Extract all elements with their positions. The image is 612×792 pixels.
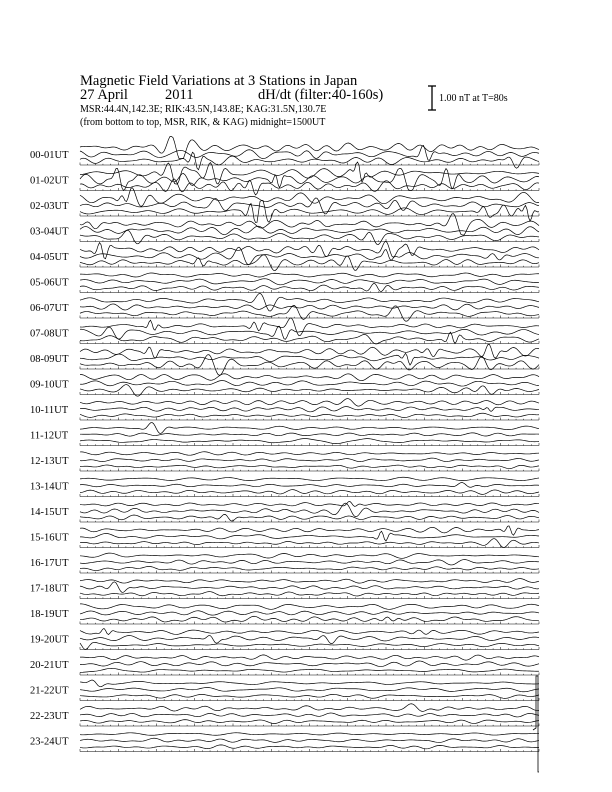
trace-kag bbox=[80, 733, 539, 735]
hour-label: 03-04UT bbox=[30, 226, 69, 238]
chart-title: Magnetic Field Variations at 3 Stations in Japan bbox=[80, 73, 358, 89]
trace-msr bbox=[80, 201, 539, 223]
trace-kag bbox=[80, 604, 539, 609]
trace-rik bbox=[80, 353, 539, 365]
trace-rik bbox=[80, 381, 539, 387]
trace-msr bbox=[80, 566, 539, 570]
trace-kag bbox=[80, 704, 539, 712]
hour-label: 22-23UT bbox=[30, 711, 69, 722]
trace-kag bbox=[80, 399, 539, 406]
hour-label: 01-02UT bbox=[30, 175, 69, 187]
end-spike-trace bbox=[533, 676, 539, 772]
hour-label: 20-21UT bbox=[30, 660, 69, 671]
trace-msr bbox=[80, 616, 539, 622]
hour-row-19-20ut bbox=[30, 628, 539, 649]
trace-msr bbox=[80, 439, 539, 444]
trace-rik bbox=[80, 226, 539, 234]
hour-row-00-01ut bbox=[30, 137, 539, 170]
trace-kag bbox=[80, 293, 539, 311]
trace-rik bbox=[80, 169, 539, 191]
trace-rik bbox=[80, 433, 539, 436]
hour-row-14-15ut bbox=[30, 502, 539, 523]
scale-bar-label: 1.00 nT at T=80s bbox=[439, 93, 508, 104]
trace-kag bbox=[80, 241, 539, 258]
hour-label: 08-09UT bbox=[30, 354, 69, 365]
hour-label: 14-15UT bbox=[30, 507, 69, 518]
hour-row-08-09ut bbox=[30, 344, 539, 375]
trace-kag bbox=[80, 655, 539, 660]
trace-kag bbox=[80, 452, 539, 455]
chart-mode-filter: dH/dt (filter:40-160s) bbox=[258, 87, 384, 103]
hour-row-02-03ut bbox=[30, 188, 539, 223]
station-coordinates: MSR:44.4N,142.3E; RIK:43.5N,143.8E; KAG:31.5N,130.7E bbox=[80, 104, 327, 115]
hour-label: 04-05UT bbox=[30, 252, 69, 263]
chart-date-day: 27 April bbox=[80, 87, 128, 103]
hour-row-22-23ut bbox=[30, 704, 539, 726]
hour-label: 13-14UT bbox=[30, 481, 69, 493]
trace-msr bbox=[80, 465, 539, 469]
trace-msr bbox=[80, 668, 539, 672]
hour-label: 21-22UT bbox=[30, 685, 69, 697]
hour-row-16-17ut bbox=[30, 553, 539, 573]
hour-row-23-24ut bbox=[30, 733, 539, 752]
hour-label: 17-18UT bbox=[30, 583, 69, 595]
hour-label: 12-13UT bbox=[30, 456, 69, 467]
hour-label: 10-11UT bbox=[30, 405, 69, 416]
hour-label: 02-03UT bbox=[30, 201, 69, 212]
hour-row-10-11ut bbox=[30, 399, 539, 420]
hour-label: 19-20UT bbox=[30, 634, 69, 646]
hour-row-04-05ut bbox=[30, 241, 539, 270]
trace-msr bbox=[80, 152, 539, 170]
trace-kag bbox=[80, 553, 539, 558]
hour-row-03-04ut bbox=[30, 214, 539, 245]
trace-kag bbox=[80, 422, 539, 433]
hour-label: 18-19UT bbox=[30, 609, 69, 620]
trace-rik bbox=[80, 738, 539, 742]
trace-msr bbox=[80, 179, 539, 195]
end-spike bbox=[533, 676, 539, 772]
trace-rik bbox=[80, 713, 539, 717]
trace-rik bbox=[80, 304, 539, 310]
trace-msr bbox=[80, 230, 539, 244]
trace-rik bbox=[80, 407, 539, 412]
hour-row-17-18ut bbox=[30, 579, 539, 599]
scale-bar bbox=[428, 86, 436, 110]
trace-kag bbox=[80, 273, 539, 277]
trace-rik bbox=[80, 635, 539, 643]
hour-row-05-06ut bbox=[30, 273, 539, 293]
trace-rik bbox=[80, 483, 539, 488]
trace-rik bbox=[80, 145, 539, 160]
trace-msr bbox=[80, 413, 539, 417]
trace-kag bbox=[80, 680, 539, 687]
trace-msr bbox=[80, 720, 539, 724]
hour-label: 06-07UT bbox=[30, 303, 69, 314]
trace-rik bbox=[80, 503, 539, 517]
trace-msr bbox=[80, 490, 539, 495]
hour-label: 05-06UT bbox=[30, 277, 69, 289]
trace-kag bbox=[80, 162, 539, 184]
trace-msr bbox=[80, 694, 539, 698]
hour-row-06-07ut bbox=[30, 293, 539, 321]
trace-rik bbox=[80, 326, 539, 339]
hour-label: 07-08UT bbox=[30, 328, 69, 340]
hour-row-13-14ut bbox=[30, 477, 539, 496]
hour-row-11-12ut bbox=[30, 422, 539, 445]
trace-rik bbox=[80, 582, 539, 593]
trace-rik bbox=[80, 611, 539, 615]
trace-kag bbox=[80, 579, 539, 584]
station-order-note: (from bottom to top, MSR, RIK, & KAG) midnight=1500UT bbox=[80, 117, 326, 128]
hour-row-18-19ut bbox=[30, 604, 539, 624]
trace-kag bbox=[80, 502, 539, 507]
hour-label: 11-12UT bbox=[30, 430, 69, 442]
hour-row-01-02ut bbox=[30, 162, 539, 195]
chart-date-year: 2011 bbox=[165, 87, 194, 103]
trace-kag bbox=[80, 344, 539, 358]
trace-rik bbox=[80, 687, 539, 691]
trace-kag bbox=[80, 318, 539, 336]
hour-row-07-08ut bbox=[30, 318, 539, 344]
hour-label: 09-10UT bbox=[30, 379, 69, 391]
trace-msr bbox=[80, 592, 539, 596]
hour-row-15-16ut bbox=[30, 526, 539, 548]
hour-row-20-21ut bbox=[30, 655, 539, 675]
trace-msr bbox=[80, 745, 539, 749]
hour-row-09-10ut bbox=[30, 374, 539, 396]
trace-kag bbox=[80, 477, 539, 480]
trace-kag bbox=[80, 374, 539, 381]
hour-label: 00-01UT bbox=[30, 150, 69, 161]
trace-rik bbox=[80, 661, 539, 667]
hour-label: 15-16UT bbox=[30, 532, 69, 544]
hour-row-21-22ut bbox=[30, 680, 539, 700]
trace-kag bbox=[80, 628, 539, 634]
trace-rik bbox=[80, 279, 539, 285]
trace-rik bbox=[80, 458, 539, 462]
trace-kag bbox=[80, 526, 539, 535]
hour-label: 23-24UT bbox=[30, 736, 69, 748]
hour-label: 16-17UT bbox=[30, 558, 69, 569]
trace-kag bbox=[80, 137, 539, 159]
hour-row-12-13ut bbox=[30, 452, 539, 471]
trace-rik bbox=[80, 560, 539, 565]
trace-rik bbox=[80, 531, 539, 541]
